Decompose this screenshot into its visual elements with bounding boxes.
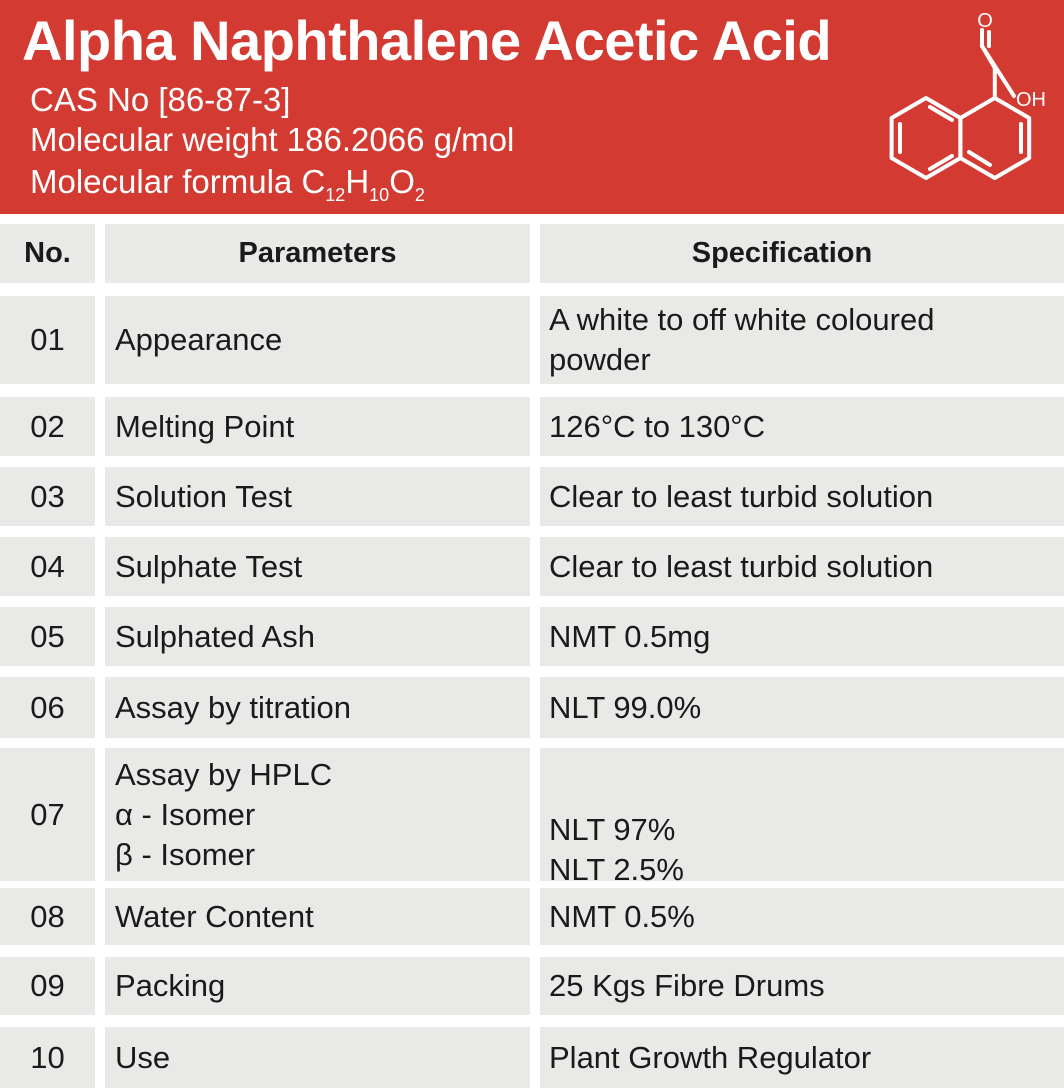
parameter-text: β - Isomer (115, 836, 256, 872)
formula-h: H (345, 163, 370, 200)
formula-c-sub: 12 (325, 185, 346, 205)
parameter-text: Water Content (115, 898, 314, 934)
specification-text: NLT 2.5% (549, 851, 684, 887)
specification-text: 126°C to 130°C (549, 408, 766, 444)
oxygen-label: O (977, 10, 993, 32)
specification-text: A white to off white coloured (549, 302, 935, 337)
table-row (0, 1027, 1064, 1088)
parameter-text: Solution Test (115, 478, 292, 514)
parameter-text: α - Isomer (115, 796, 256, 832)
specification-cell (540, 1027, 1064, 1088)
specification-cell (540, 397, 1064, 456)
specification-text: Clear to least turbid solution (549, 548, 934, 584)
parameter-text: Appearance (115, 322, 283, 357)
specification-text: NLT 99.0% (549, 689, 702, 725)
parameter-text: Use (115, 1039, 171, 1075)
table-header-row (0, 224, 1064, 283)
formula-o: O (389, 163, 415, 200)
chemical-structure-icon (842, 6, 1057, 206)
specification-cell (540, 888, 1064, 945)
column-header-specification: Specification (540, 224, 1064, 283)
molecular-weight: Molecular weight 186.2066 g/mol (30, 121, 515, 158)
molecular-formula (30, 162, 425, 215)
specification-cell (540, 467, 1064, 526)
table-row (0, 397, 1064, 456)
row-number: 09 (0, 957, 95, 1015)
header-banner (0, 0, 1064, 214)
formula-o-sub: 2 (414, 185, 425, 205)
row-number: 10 (0, 1027, 95, 1088)
specification-text: NLT 97% (549, 811, 676, 847)
hydroxyl-label: OH (1016, 89, 1046, 111)
specification-text: Plant Growth Regulator (549, 1039, 872, 1075)
parameter-text: Melting Point (115, 408, 295, 444)
formula-h-sub: 10 (369, 185, 390, 205)
column-header-parameters: Parameters (105, 224, 530, 283)
specification-text: powder (549, 342, 651, 377)
column-header-no: No. (0, 224, 95, 283)
parameter-cell (105, 888, 530, 945)
parameter-cell (105, 1027, 530, 1088)
table-row (0, 748, 1064, 887)
specification-text: Clear to least turbid solution (549, 478, 934, 514)
parameter-text: Assay by titration (115, 689, 352, 725)
specification-text: NMT 0.5% (549, 898, 695, 934)
parameter-cell (105, 748, 530, 881)
page-title: Alpha Naphthalene Acetic Acid (22, 9, 832, 72)
parameter-text: Sulphate Test (115, 548, 303, 584)
row-number: 08 (0, 888, 95, 945)
table-row (0, 888, 1064, 945)
row-number: 01 (0, 296, 95, 384)
parameter-cell (105, 397, 530, 456)
specification-cell (540, 748, 1064, 887)
row-number: 04 (0, 537, 95, 596)
row-number: 06 (0, 677, 95, 738)
specification-cell (540, 677, 1064, 738)
parameter-cell (105, 467, 530, 526)
parameter-cell (105, 296, 530, 384)
table-row (0, 296, 1064, 384)
row-number: 05 (0, 607, 95, 666)
formula-c: C (301, 163, 326, 200)
parameter-text: Assay by HPLC (115, 756, 333, 792)
row-number: 02 (0, 397, 95, 456)
parameter-text: Sulphated Ash (115, 618, 315, 654)
specification-cell (540, 957, 1064, 1015)
parameter-cell (105, 537, 530, 596)
table-row (0, 607, 1064, 666)
table-row (0, 957, 1064, 1015)
parameter-cell (105, 677, 530, 738)
table-row (0, 537, 1064, 596)
specification-cell (540, 296, 1064, 384)
table-row (0, 677, 1064, 738)
parameter-text: Packing (115, 968, 226, 1003)
formula-label: Molecular formula (30, 163, 302, 200)
parameter-cell (105, 957, 530, 1015)
table-row (0, 467, 1064, 526)
specification-text: NMT 0.5mg (549, 618, 711, 654)
specification-cell (540, 607, 1064, 666)
parameter-cell (105, 607, 530, 666)
row-number: 03 (0, 467, 95, 526)
specification-text: 25 Kgs Fibre Drums (549, 968, 825, 1003)
row-number: 07 (0, 748, 95, 881)
cas-number: CAS No [86-87-3] (30, 81, 291, 118)
specification-cell (540, 537, 1064, 596)
